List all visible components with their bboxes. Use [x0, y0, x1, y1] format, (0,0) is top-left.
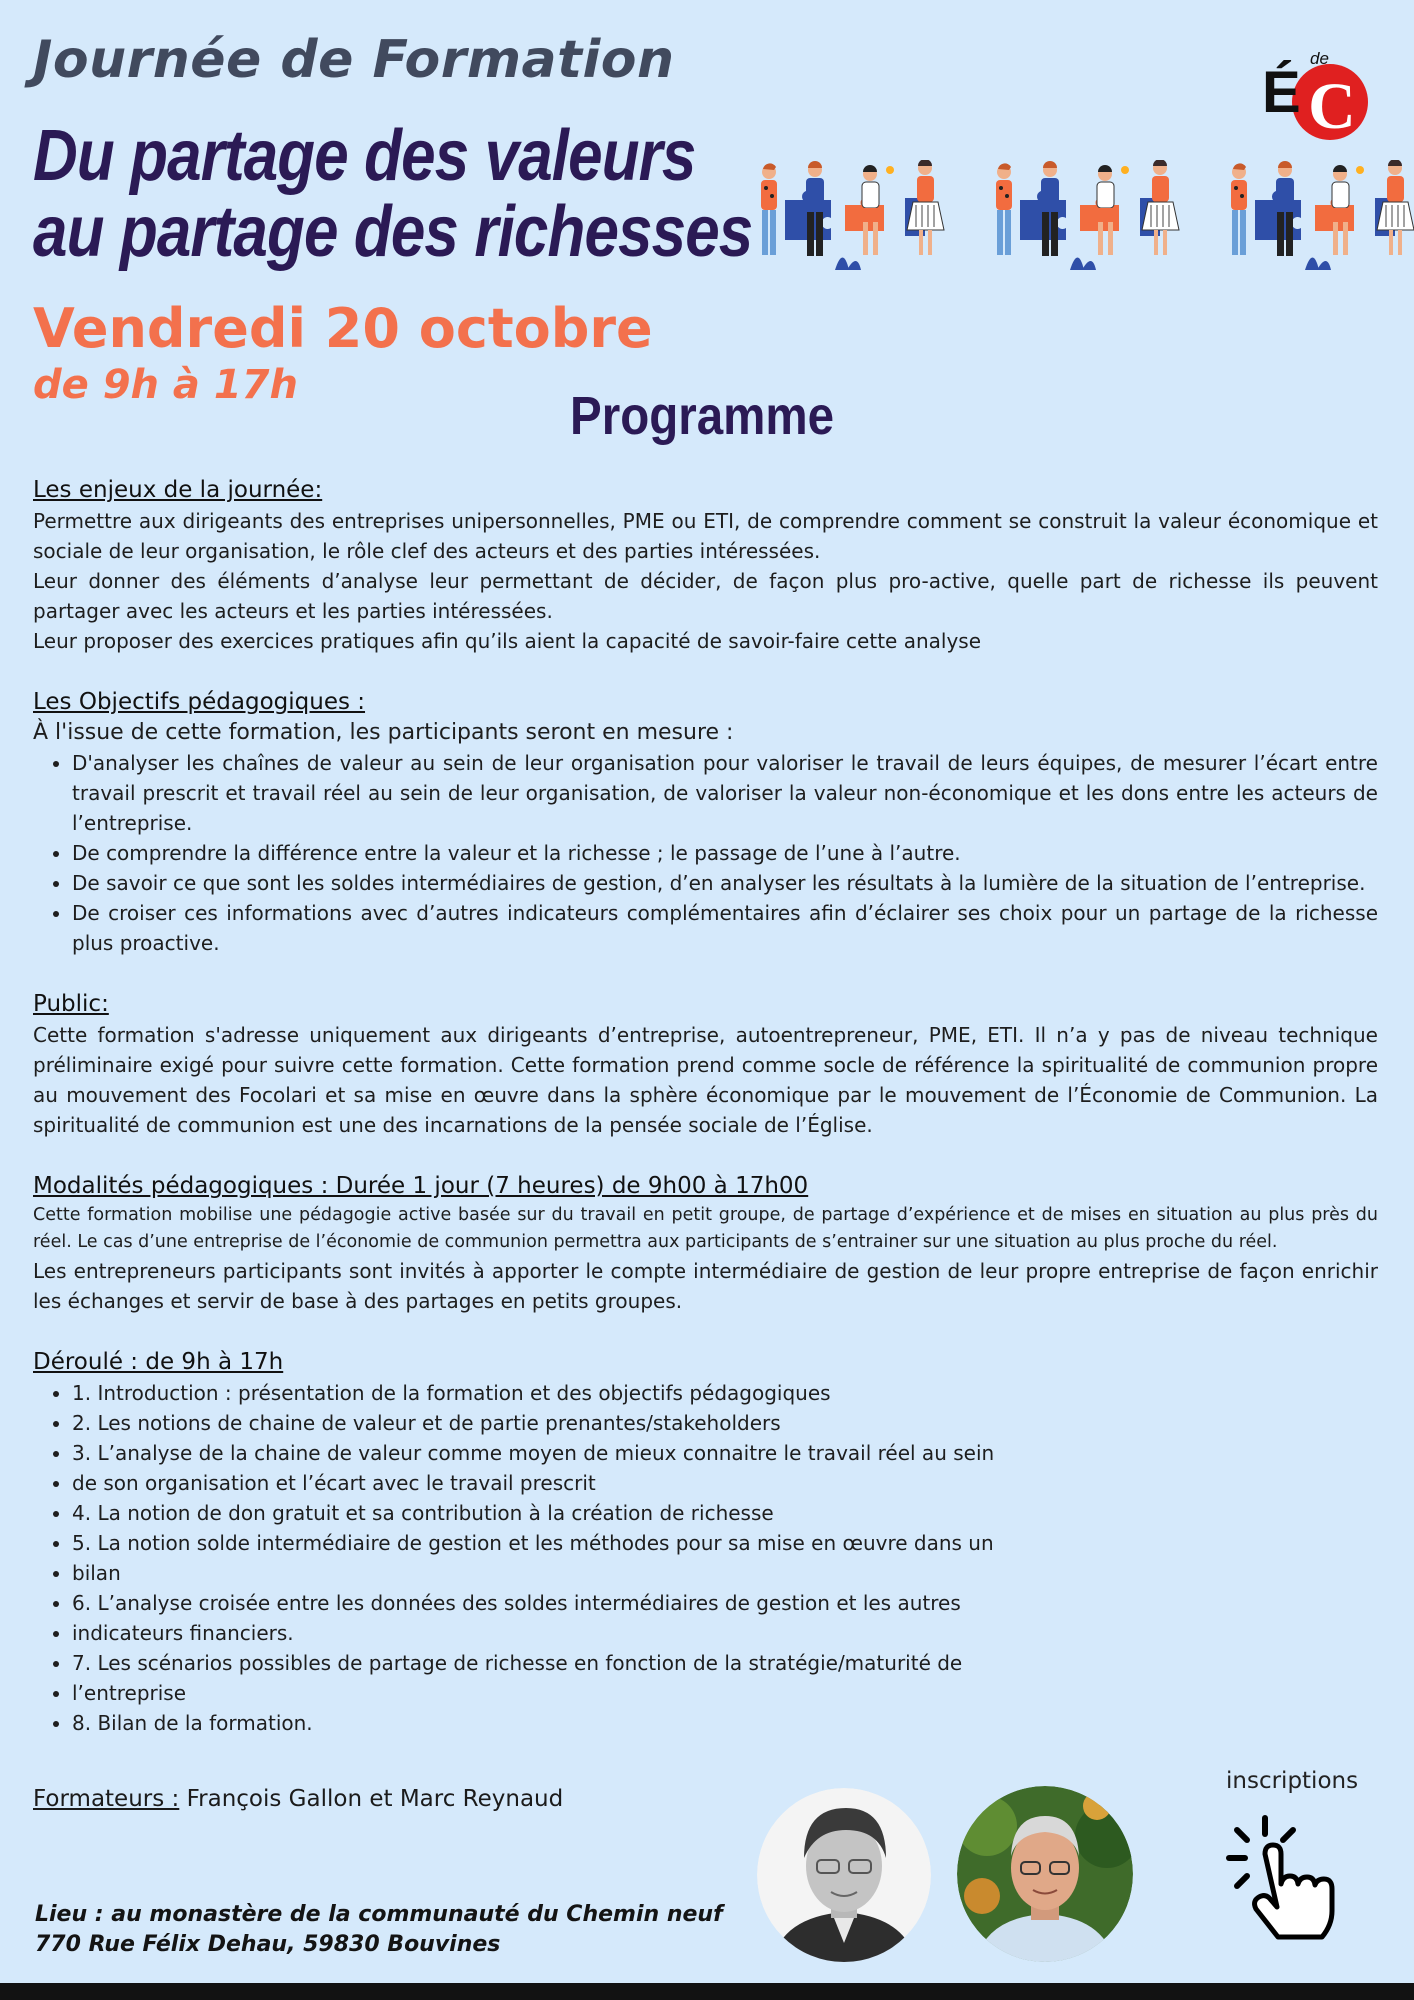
list-item: • D'analyser les chaînes de valeur au sein de leur organisation pour valoriser le travail de leurs équipes, de mesurer l’écart entre travail prescrit et travail réel au sein de leur organisation, de valoriser la valeur non-économique et les dons entre les acteurs de l’entreprise. [72, 748, 1378, 838]
section-enjeux [33, 474, 1378, 656]
enjeux-paragraph: Permettre aux dirigeants des entreprises unipersonnelles, PME ou ETI, de comprendre comment se construit la valeur économique et sociale de leur organisation, le rôle clef des acteurs et des parties intéressées. [33, 509, 1378, 563]
list-item: • 8. Bilan de la formation. [72, 1708, 1378, 1738]
list-item: • l’entreprise [72, 1678, 1378, 1708]
section-objectifs [33, 686, 1378, 958]
objectifs-title: Les Objectifs pédagogiques : [33, 689, 366, 715]
event-type-heading: Journée de Formation [33, 30, 675, 90]
list-item: • De croiser ces informations avec d’autres indicateurs complémentaires afin d’éclairer ses choix pour un partage de la richesse plus proactive. [72, 898, 1378, 958]
event-hours: de 9h à 17h [33, 362, 298, 408]
venue-line-1: Lieu : au monastère de la communauté du Chemin neuf [35, 1902, 723, 1927]
click-hand-icon[interactable] [1225, 1810, 1355, 1940]
section-modalites [33, 1170, 1378, 1316]
edc-logo [1262, 50, 1374, 145]
list-item: • 3. L’analyse de la chaine de valeur comme moyen de mieux connaitre le travail réel au sein [72, 1438, 1378, 1468]
venue-line-2: 770 Rue Félix Dehau, 59830 Bouvines [35, 1932, 501, 1957]
venue-address [35, 1900, 723, 1960]
section-public [33, 988, 1378, 1140]
list-item: • 4. La notion de don gratuit et sa contribution à la création de richesse [72, 1498, 1378, 1528]
list-item: • bilan [72, 1558, 1378, 1588]
trainer-photo-2 [957, 1786, 1133, 1962]
logo-e-letter: É [1262, 60, 1301, 125]
trainer-photo-1 [757, 1788, 931, 1962]
list-item: • De savoir ce que sont les soldes intermédiaires de gestion, d’en analyser les résultats à la lumière de la situation de l’entreprise. [72, 868, 1378, 898]
section-deroule [33, 1346, 1378, 1738]
people-puzzle-illustration [755, 160, 1414, 275]
main-title [33, 118, 752, 270]
formateurs-names: François Gallon et Marc Reynaud [186, 1786, 564, 1812]
list-item: • 6. L’analyse croisée entre les données des soldes intermédiaires de gestion et les autres [72, 1588, 1378, 1618]
formateurs-label: Formateurs : [33, 1786, 180, 1812]
list-item: • de son organisation et l’écart avec le travail prescrit [72, 1468, 1378, 1498]
logo-c-letter: C [1308, 70, 1356, 143]
deroule-title: Déroulé : de 9h à 17h [33, 1349, 284, 1375]
list-item: • 1. Introduction : présentation de la formation et des objectifs pédagogiques [72, 1378, 1378, 1408]
deroule-list [33, 1378, 1378, 1738]
modalites-text-small: Cette formation mobilise une pédagogie active basée sur du travail en petit groupe, de partage d’expérience et de mises en situation au plus près du réel. Le cas d’une entreprise de l’économie de communion permettra aux participants de s’entrainer sur une situation au plus proche du réel. [33, 1205, 1378, 1252]
title-line-2: au partage des richesses [33, 192, 753, 272]
logo-superscript: de [1310, 50, 1329, 68]
formateurs-line [33, 1786, 563, 1812]
enjeux-paragraph: Leur proposer des exercices pratiques afin qu’ils aient la capacité de savoir-faire cette analyse [33, 629, 981, 653]
list-item: • 5. La notion solde intermédiaire de gestion et les méthodes pour sa mise en œuvre dans un [72, 1528, 1378, 1558]
modalites-title: Modalités pédagogiques : Durée 1 jour (7 heures) de 9h00 à 17h00 [33, 1173, 809, 1199]
bottom-bar [0, 1983, 1414, 2000]
objectifs-list [33, 748, 1378, 958]
inscriptions-label[interactable]: inscriptions [1226, 1768, 1359, 1794]
list-item: • indicateurs financiers. [72, 1618, 1378, 1648]
objectifs-intro: À l'issue de cette formation, les participants seront en mesure : [33, 720, 734, 745]
list-item: • 7. Les scénarios possibles de partage de richesse en fonction de la stratégie/maturité de [72, 1648, 1378, 1678]
enjeux-paragraph: Leur donner des éléments d’analyse leur permettant de décider, de façon plus pro-active, quelle part de richesse ils peuvent partager avec les acteurs et les parties intéressées. [33, 569, 1378, 623]
public-text: Cette formation s'adresse uniquement aux dirigeants d’entreprise, autoentrepreneur, PME, ETI. Il n’a y pas de niveau technique préliminaire exigé pour suivre cette formation. Cette formation prend comme socle de référence la spiritualité de communion propre au mouvement des Focolari et sa mise en œuvre dans la sphère économique par le mouvement de l’Économie de Communion. La spiritualité de communion est une des incarnations de la pensée sociale de l’Église. [33, 1023, 1378, 1137]
list-item: • 2. Les notions de chaine de valeur et de partie prenantes/stakeholders [72, 1408, 1378, 1438]
list-item: • De comprendre la différence entre la valeur et la richesse ; le passage de l’une à l’autre. [72, 838, 1378, 868]
title-line-1: Du partage des valeurs [33, 116, 696, 196]
programme-heading: Programme [570, 386, 835, 446]
event-date: Vendredi 20 octobre [33, 297, 653, 360]
modalites-text: Les entrepreneurs participants sont invités à apporter le compte intermédiaire de gestion de leur propre entreprise de façon enrichir les échanges et servir de base à des partages en petits groupes. [33, 1259, 1378, 1313]
enjeux-title: Les enjeux de la journée: [33, 477, 323, 503]
public-title: Public: [33, 991, 109, 1017]
programme-content [33, 474, 1378, 1768]
